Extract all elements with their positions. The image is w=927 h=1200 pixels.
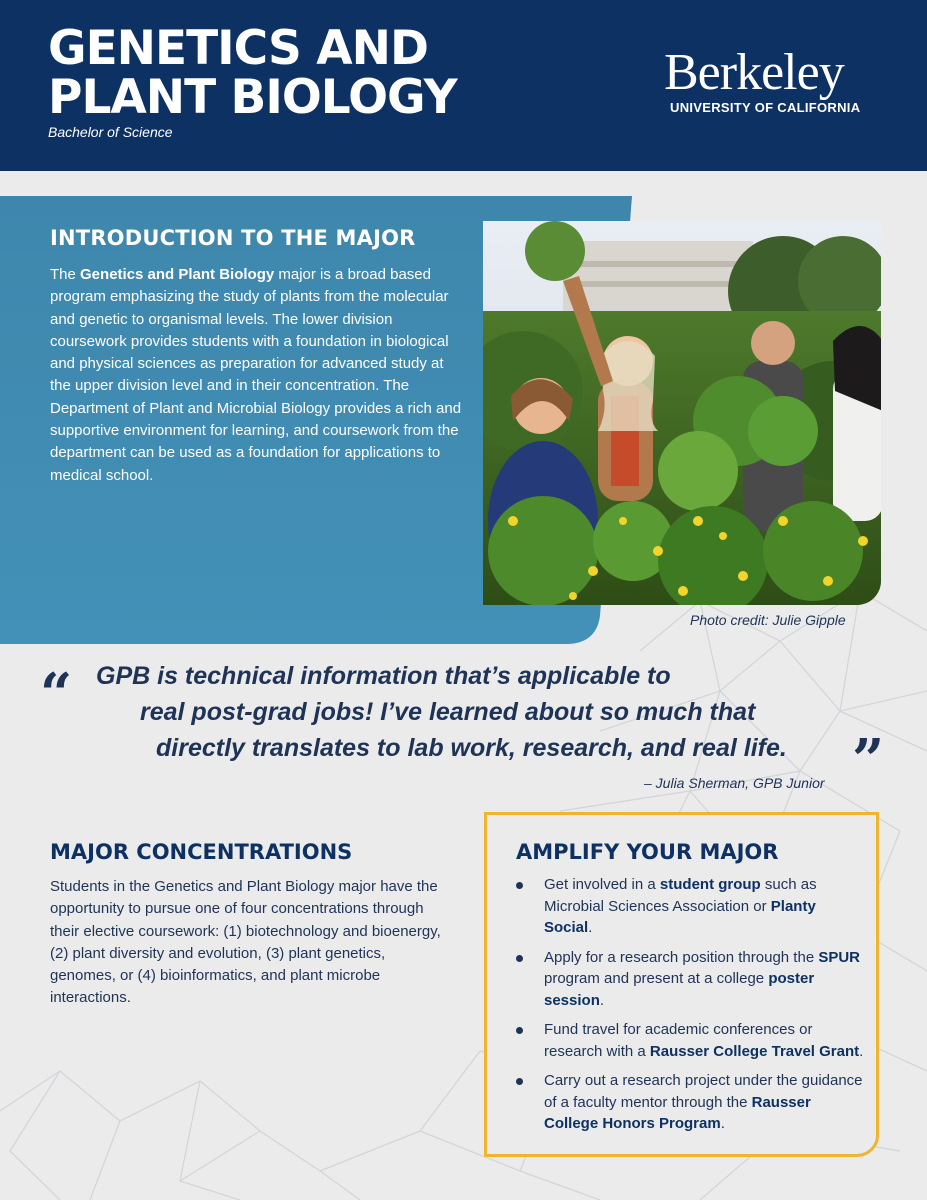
item-bold: Rausser College Travel Grant [649, 1042, 860, 1060]
intro-paragraph [50, 264, 462, 487]
amplify-heading: AMPLIFY YOUR MAJOR [516, 840, 779, 864]
item-bold: poster session [544, 970, 815, 1009]
amplify-list [514, 874, 864, 1143]
item-text: . [720, 1115, 725, 1132]
bullet-icon [516, 882, 523, 889]
intro-text-major-name: Genetics and Plant Biology [80, 266, 275, 283]
list-item [514, 947, 864, 1012]
intro-text-rest: major is a broad based program emphasizing the study of plants from the molecular and genetic to organismal levels. The lower division coursework provides students with a foundation in biological and physical sciences as preparation for advanced study at the upper division level and in their concentration. The Department of Plant and Microbial Biology provides a rich and supportive environment for learning, and coursework from the department can be used as a foundation for applications to medical school. [50, 266, 462, 484]
bullet-icon [516, 955, 523, 962]
item-text: . [599, 991, 605, 1009]
bullet-icon [516, 1027, 523, 1034]
item-text: . [859, 1042, 864, 1060]
concentrations-heading: MAJOR CONCENTRATIONS [50, 840, 353, 864]
item-text: Fund travel for academic conferences or research with a [544, 1021, 813, 1060]
item-text: such as Microbial Sciences Association or [544, 876, 817, 915]
list-item [514, 874, 864, 939]
bullet-icon [516, 1078, 523, 1085]
item-text: program and present at a college [544, 970, 769, 987]
item-text: Apply for a research position through the [544, 948, 819, 966]
list-item [514, 1019, 864, 1062]
item-text: Get involved in a [544, 876, 660, 893]
title-line-1: GENETICS AND [48, 21, 428, 76]
list-item [514, 1070, 864, 1135]
photo-credit: Photo credit: Julie Gipple [690, 612, 846, 628]
item-bold: student group [659, 876, 761, 893]
close-quote-mark: ” [852, 727, 885, 793]
concentrations-paragraph: Students in the Genetics and Plant Biology major have the opportunity to pursue one of four concentrations through their elective coursework: (1) biotechnology and bioenergy, (2) plant diversity and evolution, (3) plant genetics, genomes, or (4) bioinformatics, and plant microbe interactions. [50, 878, 441, 1007]
quote-attribution: – Julia Sherman, GPB Junior [644, 775, 825, 791]
header-banner [0, 0, 927, 171]
degree-subtitle: Bachelor of Science [48, 124, 173, 140]
logo-subtitle: UNIVERSITY OF CALIFORNIA [670, 100, 861, 115]
item-bold: SPUR [818, 948, 861, 966]
item-text: . [588, 919, 593, 936]
garden-photo-illustration [483, 221, 881, 605]
page-title [48, 21, 457, 125]
item-bold: Planty Social [544, 897, 816, 936]
title-line-2: PLANT BIOLOGY [48, 70, 457, 125]
item-bold: Rausser College Honors Program [544, 1093, 811, 1132]
quote-line-2: real post-grad jobs! I’ve learned about so much that [140, 698, 756, 726]
quote-line-1: GPB is technical information that’s applicable to [96, 662, 671, 690]
students-garden-photo [483, 221, 881, 605]
logo-wordmark: Berkeley [664, 44, 844, 101]
intro-text-prefix: The [50, 266, 81, 283]
intro-heading: INTRODUCTION TO THE MAJOR [50, 226, 416, 250]
item-text: Carry out a research project under the guidance of a faculty mentor through the [544, 1072, 863, 1111]
open-quote-mark: “ [40, 661, 73, 727]
berkeley-logo [664, 44, 884, 115]
quote-line-3: directly translates to lab work, research, and real life. [156, 734, 787, 762]
